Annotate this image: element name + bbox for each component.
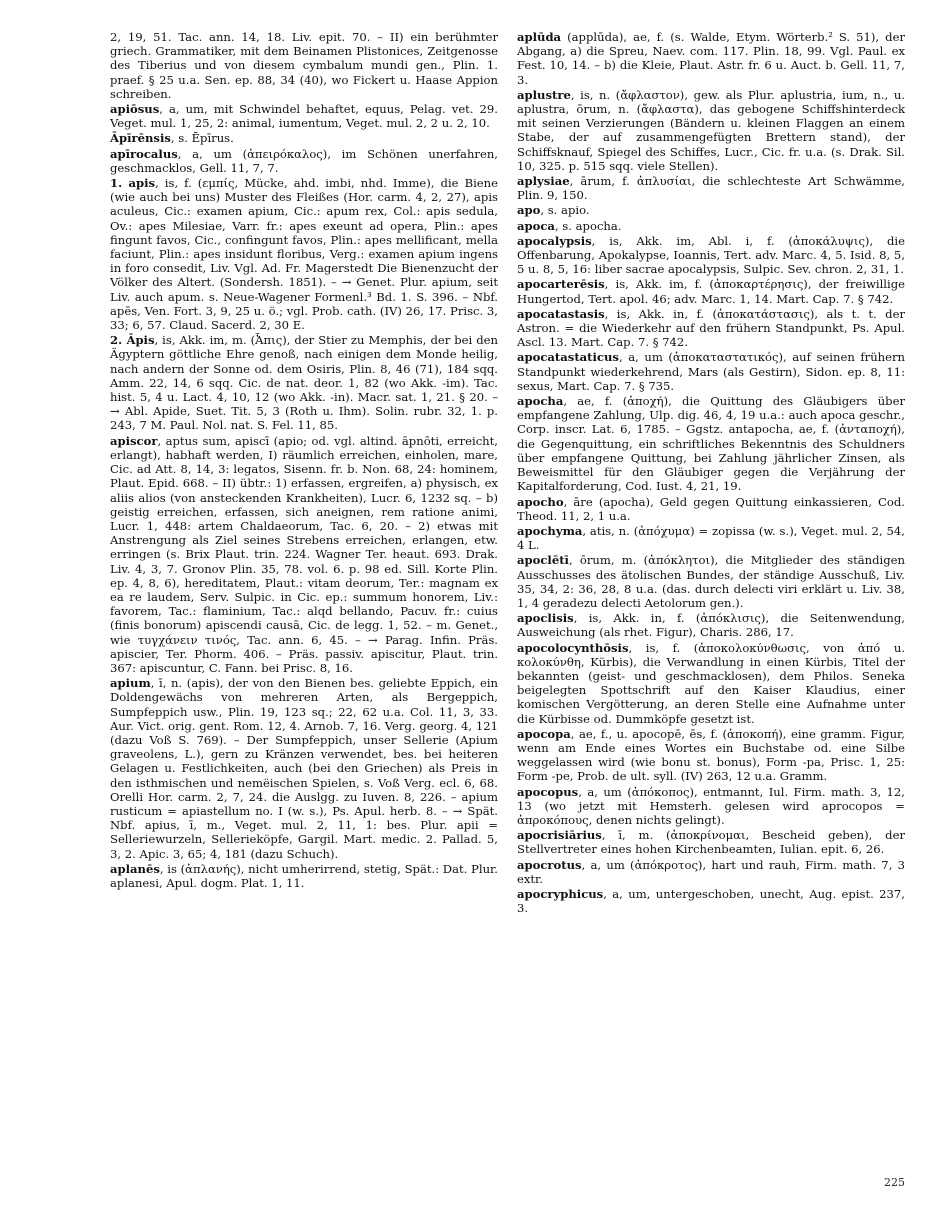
entry-headword: apīrocalus bbox=[110, 146, 178, 161]
dictionary-entry: apiscor, aptus sum, apiscī (apio; od. vgl. altind. āpnōti, erreicht, erlangt), habhaft werden, I) räumlich erreichen, einholen, mare, Cic. ad Att. 8, 14, 3: legatos, Sisenn. fr. b. Non. 68, 24: hominem, Plaut. Epid. 668. – II) übtr.: 1) erfassen, ergreifen, a) physisch, ex aliis alios (von ansteckenden Krankheiten), Lucr. 6, 1232 sq. – b) geistig erreichen, erfassen, sich aneignen, rem ratione animi, Lucr. 1, 448: artem Chaldaeorum, Tac. 6, 20. – 2) etwas mit Anstrengung als Ziel seines Strebens erreichen, erlangen, etw. erringen (s. Brix Plaut. trin. 224. Wagner Ter. heaut. 693. Drak. Liv. 4, 3, 7. Gronov Plin. 35, 78. vol. 6. p. 98 ed. Sill. Korte Plin. ep. 4, 8, 6), hereditatem, Plaut.: vitam deorum, Ter.: magnam ex ea re laudem, Serv. Sulpic. in Cic. ep.: summum honorem, Liv.: favorem, Tac.: flaminium, Tac.: alqd bellando, Pacuv. fr.: cuius (finis bonorum) apiscendi causā, Cic. de legg. 1, 52. – m. Genet., wie τυγχάνειν τινός, Tac. ann. 6, 45. – → Parag. Infin. Präs. apiscier, Ter. Phorm. 406. – Präs. passiv. apiscitur, Plaut. trin. 367: apiscuntur, C. Fann. bei Prisc. 8, 16. bbox=[110, 433, 498, 675]
entry-headword: apocha bbox=[517, 394, 564, 409]
dictionary-entry: apo, s. apio. bbox=[517, 203, 590, 218]
dictionary-entry: apocrisiārius, ī, m. (ἀποκρίνομαι, Bescheid geben), der Stellvertreter eines hohen Kirchenbeamten, Iulian. epit. 6, 26. bbox=[517, 828, 905, 857]
entry-headword: aplanēs bbox=[110, 861, 160, 876]
entry-headword: apocatastasis bbox=[517, 306, 605, 321]
entry-headword: apocalypsis bbox=[517, 233, 592, 248]
dictionary-entry: Āpīrēnsis, s. Ēpīrus. bbox=[110, 131, 234, 146]
entry-headword: apocatastaticus bbox=[517, 350, 619, 365]
entry-headword: apocrisiārius bbox=[517, 828, 602, 843]
entry-headword: aplūda bbox=[517, 30, 562, 44]
dictionary-entry: apocatastaticus, a, um (ἀποκαταστατικός), auf seinen frühern Standpunkt wiederkehrend, Mars (als Gestirn), Sidon. ep. 8, 11: sexus, Mart. Cap. 7. § 735. bbox=[517, 350, 905, 393]
dictionary-entry: apochyma, atis, n. (ἀπόχυμα) = zopissa (w. s.), Veget. mul. 2, 54, 4 L. bbox=[517, 523, 905, 553]
dictionary-entry: apiōsus, a, um, mit Schwindel behaftet, equus, Pelag. vet. 29. Veget. mul. 1, 25, 2: animal, iumentum, Veget. mul. 2, 2 u. 2, 10. bbox=[110, 102, 498, 131]
dictionary-entry: apocopus, a, um (ἀπόκοπος), entmannt, Iul. Firm. math. 3, 12, 13 (wo jetzt mit Hemsterh. gelesen wird aprocopos = ἀπροκόπους, denen nichts gelingt). bbox=[517, 784, 905, 827]
entry-headword: 2. Āpis bbox=[110, 333, 155, 348]
entry-headword: apocryphicus bbox=[517, 886, 604, 901]
entry-headword: apo bbox=[517, 203, 541, 218]
entry-headword: apocrotus bbox=[517, 857, 582, 872]
dictionary-entry: 2, 19, 51. Tac. ann. 14, 18. Liv. epit. 70. – II) ein berühmter griech. Grammatiker, mit dem Beinamen Plistonices, Zeitgenosse des Tiberius und von diesem cymbalum mundi gen., Plin. 1. praef. § 25 u.a. Sen. ep. 88, 34 (40), wo Fickert u. Haase Appion schreiben. bbox=[110, 30, 498, 101]
entry-headword: Āpīrēnsis bbox=[110, 131, 171, 146]
dictionary-entry: apocatastasis, is, Akk. in, f. (ἀποκατάστασις), als t. t. der Astron. = die Wiederkehr auf den frühern Standpunkt, Ps. Apul. Ascl. 13. Mart. Cap. 7. § 742. bbox=[517, 306, 905, 350]
entry-headword: apocopa bbox=[517, 726, 571, 741]
entry-headword: apoca bbox=[517, 218, 555, 233]
entry-headword: apium bbox=[110, 676, 151, 691]
dictionary-entry: apocryphicus, a, um, untergeschoben, unecht, Aug. epist. 237, 3. bbox=[517, 886, 905, 916]
entry-headword: apocarterēsis bbox=[517, 277, 605, 292]
entry-headword: apocho bbox=[517, 494, 564, 509]
dictionary-entry: apoclētī, ōrum, m. (ἀπόκλητοι), die Mitglieder des ständigen Ausschusses des ätolischen Bundes, der ständige Ausschuß, Liv. 35, 34, 2: 36, 28, 8 u.a. (das. durch delecti viri erklärt u. Liv. 38, 1, 4 geradezu delecti Aetolorum gen.). bbox=[517, 553, 905, 610]
entry-headword: apiscor bbox=[110, 433, 158, 448]
entry-headword: aplysiae bbox=[517, 174, 570, 189]
dictionary-entry: aplūda (applūda), ae, f. (s. Walde, Etym. Wörterb.² S. 51), der Abgang, a) die Spreu, Naev. com. 117. Plin. 18, 99. Vgl. Paul. ex Fest. 10, 14. – b) die Kleie, Plaut. Astr. fr. 6 u. Auct. b. Gell. 11, 7, 3. bbox=[517, 30, 905, 87]
dictionary-entry: apium, ī, n. (apis), der von den Bienen bes. geliebte Eppich, ein Doldengewächs von mehreren Arten, als Bergeppich, Sumpfeppich usw., Plin. 19, 123 sq.; 22, 62 u.a. Col. 11, 3, 33. Aur. Vict. orig. gent. Rom. 12, 4. Arnob. 7, 16. Verg. georg. 4, 121 (dazu Voß S. 769). – Der Sumpfeppich, unser Sellerie (Apium graveolens, L.), gern zu Kränzen verwendet, bes. bei heiteren Gelagen u. Festlichkeiten, auch (bei den Griechen) als Preis in den isthmischen und nemëischen Spielen, s. Voß Verg. ecl. 6, 68. Orelli Hor. carm. 2, 7, 24. die Auslgg. zu Iuven. 8, 226. – apium rusticum = apiastellum no. I (w. s.), Ps. Apul. herb. 8. – → Spät. Nbf. apius, ī, m., Veget. mul. 2, 11, 1: bes. Plur. apii = Selleriewurzeln, Sellerieköpfe, Gargil. Mart. medic. 2. Pallad. 5, 3, 2. Apic. 3, 65; 4, 181 (dazu Schuch). bbox=[110, 676, 498, 861]
dictionary-entry: apocopa, ae, f., u. apocopē, ēs, f. (ἀποκοπή), eine gramm. Figur, wenn am Ende eines Wortes ein Buchstabe od. eine Silbe weggelassen wird (wie bonu st. bonus), Form -pa, Prisc. 1, 25: Form -pe, Prob. de ult. syll. (IV) 263, 12 u.a. Gramm. bbox=[517, 726, 905, 784]
dictionary-entry: apoclisis, is, Akk. in, f. (ἀπόκλισις), die Seitenwendung, Ausweichung (als rhet. Figur), Charis. 286, 17. bbox=[517, 611, 905, 640]
dictionary-entry: apoca, s. apocha. bbox=[517, 218, 622, 233]
entry-headword: 1. apis bbox=[110, 176, 156, 191]
dictionary-entry: apocolocynthōsis, is, f. (ἀποκολοκύνθωσις, von ἀπό u. κολοκύνθη, Kürbis), die Verwandlung in einen Kürbis, Titel der bekannten (geist- und geschmacklosen), dem Philos. Seneka beigelegten Spottschrift auf den Kaiser Klaudius, einer komischen Vergötterung, an deren Stelle eine Aufnahme unter die Kürbisse od. Dummköpfe gesetzt ist. bbox=[517, 640, 905, 726]
entry-headword: apoclisis bbox=[517, 611, 574, 626]
dictionary-entry: apocha, ae, f. (ἀποχή), die Quittung des Gläubigers über empfangene Zahlung, Ulp. dig. 46, 4, 19 u.a.: auch apoca geschr., Corp. inscr. Lat. 6, 1785. – Ggstz. antapocha, ae, f. (ἀνταποχή), die Gegenquittung, ein schriftliches Bekenntnis des Schuldners über empfangene Quittung, bei Zahlung jährlicher Zinsen, als Beweismittel für den Gläubiger gegen die Verjährung der Kapitalforderung, Cod. Iust. 4, 21, 19. bbox=[517, 394, 905, 494]
entry-headword: aplustre bbox=[517, 87, 571, 102]
entry-headword: apocopus bbox=[517, 784, 579, 799]
entry-headword: apiōsus bbox=[110, 102, 160, 117]
dictionary-entry: aplysiae, ārum, f. ἀπλυσίαι, die schlechteste Art Schwämme, Plin. 9, 150. bbox=[517, 174, 905, 203]
dictionary-entry: 1. apis, is, f. (εμπίς, Mücke, ahd. imbi, nhd. Imme), die Biene (wie auch bei uns) Muster des Fleißes (Hor. carm. 4, 2, 27), apis aculeus, Cic.: examen apium, Cic.: apum rex, Col.: apis sedula, Ov.: apes Milesiae, Varr. fr.: apes exeunt ad opera, Plin.: apes fingunt favos, Cic., confingunt favos, Plin.: apes mellificant, mella faciunt, Plin.: apes insidunt floribus, Verg.: examen apium ingens in foro consedit, Liv. Vgl. Ad. Fr. Magerstedt Die Bienenzucht der Völker des Altert. (Sondersh. 1851). – → Genet. Plur. apium, seit Liv. auch apum. s. Neue-Wagener Formenl.³ Bd. 1. S. 396. – Nbf. apēs, Ven. Fort. 3, 9, 25 u. ö.; vgl. Prob. cath. (IV) 26, 17. Prisc. 3, 33; 6, 57. Claud. Sacerd. 2, 30 E. bbox=[110, 176, 498, 333]
entry-headword: apocolocynthōsis bbox=[517, 640, 629, 655]
dictionary-entry: 2. Āpis, is, Akk. im, m. (Ἆπις), der Stier zu Memphis, der bei den Ägyptern göttliche Ehre genoß, nach einigen dem Monde heilig, nach andern der Sonne od. dem Osiris, Plin. 8, 46 (71), 184 sqq. Amm. 22, 14, 6 sqq. Cic. de nat. deor. 1, 82 (wo Akk. -im). Tac. hist. 5, 4 u. Lact. 4, 10, 12 (wo Akk. -in). Macr. sat. 1, 21. § 20. – → Abl. Apide, Suet. Tit. 5, 3 (Roth u. Ihm). Solin. rubr. 32, 1. p. 243, 7 M. Paul. Nol. nat. S. Fel. 11, 85. bbox=[110, 333, 498, 433]
entry-headword: apoclētī bbox=[517, 553, 569, 568]
right-column bbox=[517, 30, 905, 1180]
page-number: 225 bbox=[884, 1176, 905, 1189]
entry-headword: apochyma bbox=[517, 523, 583, 538]
dictionary-entry: apocrotus, a, um (ἀπόκροτος), hart und rauh, Firm. math. 7, 3 extr. bbox=[517, 857, 905, 886]
left-column bbox=[110, 30, 498, 1180]
dictionary-entry: apocarterēsis, is, Akk. im, f. (ἀποκαρτέρησις), der freiwillige Hungertod, Tert. apol. 46; adv. Marc. 1, 14. Mart. Cap. 7. § 742. bbox=[517, 277, 905, 306]
dictionary-entry: apīrocalus, a, um (ἀπειρόκαλος), im Schönen unerfahren, geschmacklos, Gell. 11, 7, 7. bbox=[110, 146, 498, 175]
dictionary-entry: apocho, āre (apocha), Geld gegen Quittung einkassieren, Cod. Theod. 11, 2, 1 u.a. bbox=[517, 494, 905, 523]
dictionary-entry: aplustre, is, n. (ἄφλαστον), gew. als Plur. aplustria, ium, n., u. aplustra, ōrum, n. (ἄφλαστα), das gebogene Schiffshinterdeck mit seinen Verzierungen (Bändern u. kleinen Flaggen an einem Stabe, der auf zusammengefügten Brettern stand), der Schiffsknauf, Spiegel des Schiffes, Lucr., Cic. fr. u.a. (s. Drak. Sil. 10, 325. p. 515 sqq. viele Stellen). bbox=[517, 87, 905, 173]
dictionary-entry: aplanēs, is (ἀπλανής), nicht umherirrend, stetig, Spät.: Dat. Plur. aplanesi, Apul. dogm. Plat. 1, 11. bbox=[110, 861, 498, 890]
dictionary-entry: apocalypsis, is, Akk. im, Abl. i, f. (ἀποκάλυψις), die Offenbarung, Apokalypse, Ioannis, Tert. adv. Marc. 4, 5. Isid. 8, 5, 5 u. 8, 5, 16: liber sacrae apocalypsis, Sulpic. Sev. chron. 2, 31, 1. bbox=[517, 233, 905, 277]
